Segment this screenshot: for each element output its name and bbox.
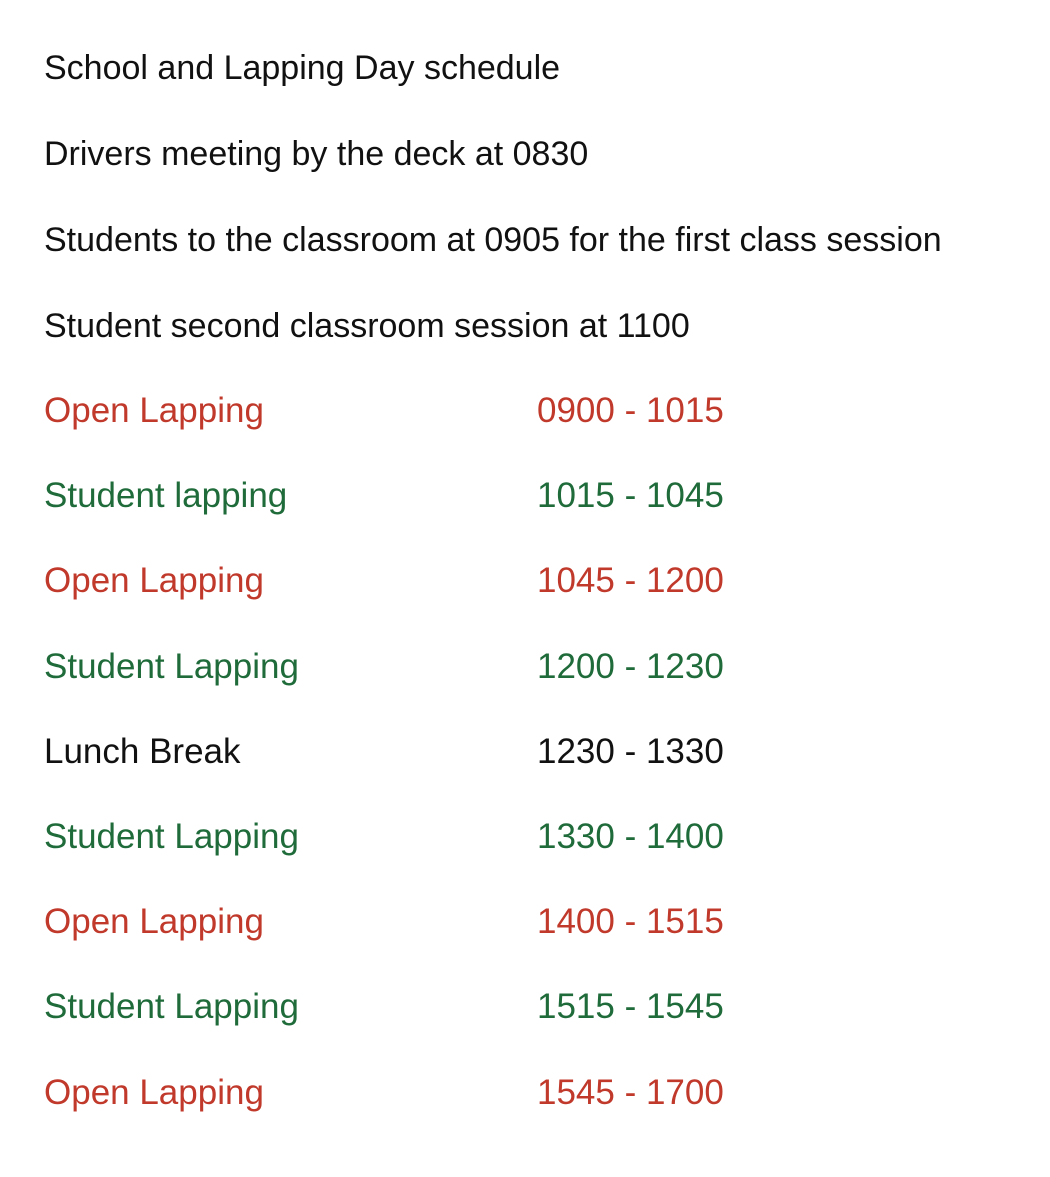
schedule-activity: Open Lapping bbox=[44, 391, 264, 430]
schedule-title: School and Lapping Day schedule bbox=[44, 49, 561, 87]
schedule-time: 1230 - 1330 bbox=[537, 731, 724, 771]
schedule-row bbox=[0, 817, 1050, 857]
schedule-activity: Student lapping bbox=[44, 476, 288, 516]
schedule-row bbox=[0, 391, 1050, 431]
schedule-activity: Open Lapping bbox=[44, 1072, 264, 1112]
schedule-time: 1515 - 1545 bbox=[537, 987, 724, 1027]
schedule-activity: Student Lapping bbox=[44, 987, 299, 1027]
schedule-row bbox=[0, 732, 1050, 772]
schedule-activity: Student Lapping bbox=[44, 817, 299, 856]
schedule-time: 0900 - 1015 bbox=[537, 391, 724, 430]
schedule-activity: Open Lapping bbox=[44, 902, 264, 942]
schedule-time: 1330 - 1400 bbox=[537, 817, 724, 856]
schedule-row bbox=[0, 561, 1050, 601]
second-class-session-line: Student second classroom session at 1100 bbox=[44, 307, 690, 345]
schedule-time: 1200 - 1230 bbox=[537, 646, 724, 686]
schedule-time: 1400 - 1515 bbox=[537, 902, 724, 942]
schedule-row bbox=[0, 476, 1050, 516]
schedule-row bbox=[0, 987, 1050, 1027]
schedule-time: 1015 - 1045 bbox=[537, 476, 724, 516]
schedule-activity: Open Lapping bbox=[44, 561, 264, 601]
drivers-meeting-line: Drivers meeting by the deck at 0830 bbox=[44, 135, 589, 173]
schedule-row bbox=[0, 902, 1050, 942]
schedule-time: 1545 - 1700 bbox=[537, 1072, 724, 1112]
schedule-activity: Lunch Break bbox=[44, 731, 241, 771]
schedule-row bbox=[0, 1073, 1050, 1113]
first-class-session-line: Students to the classroom at 0905 for the first class session bbox=[44, 221, 942, 259]
schedule-row bbox=[0, 647, 1050, 687]
schedule-time: 1045 - 1200 bbox=[537, 561, 724, 601]
schedule-activity: Student Lapping bbox=[44, 646, 299, 686]
